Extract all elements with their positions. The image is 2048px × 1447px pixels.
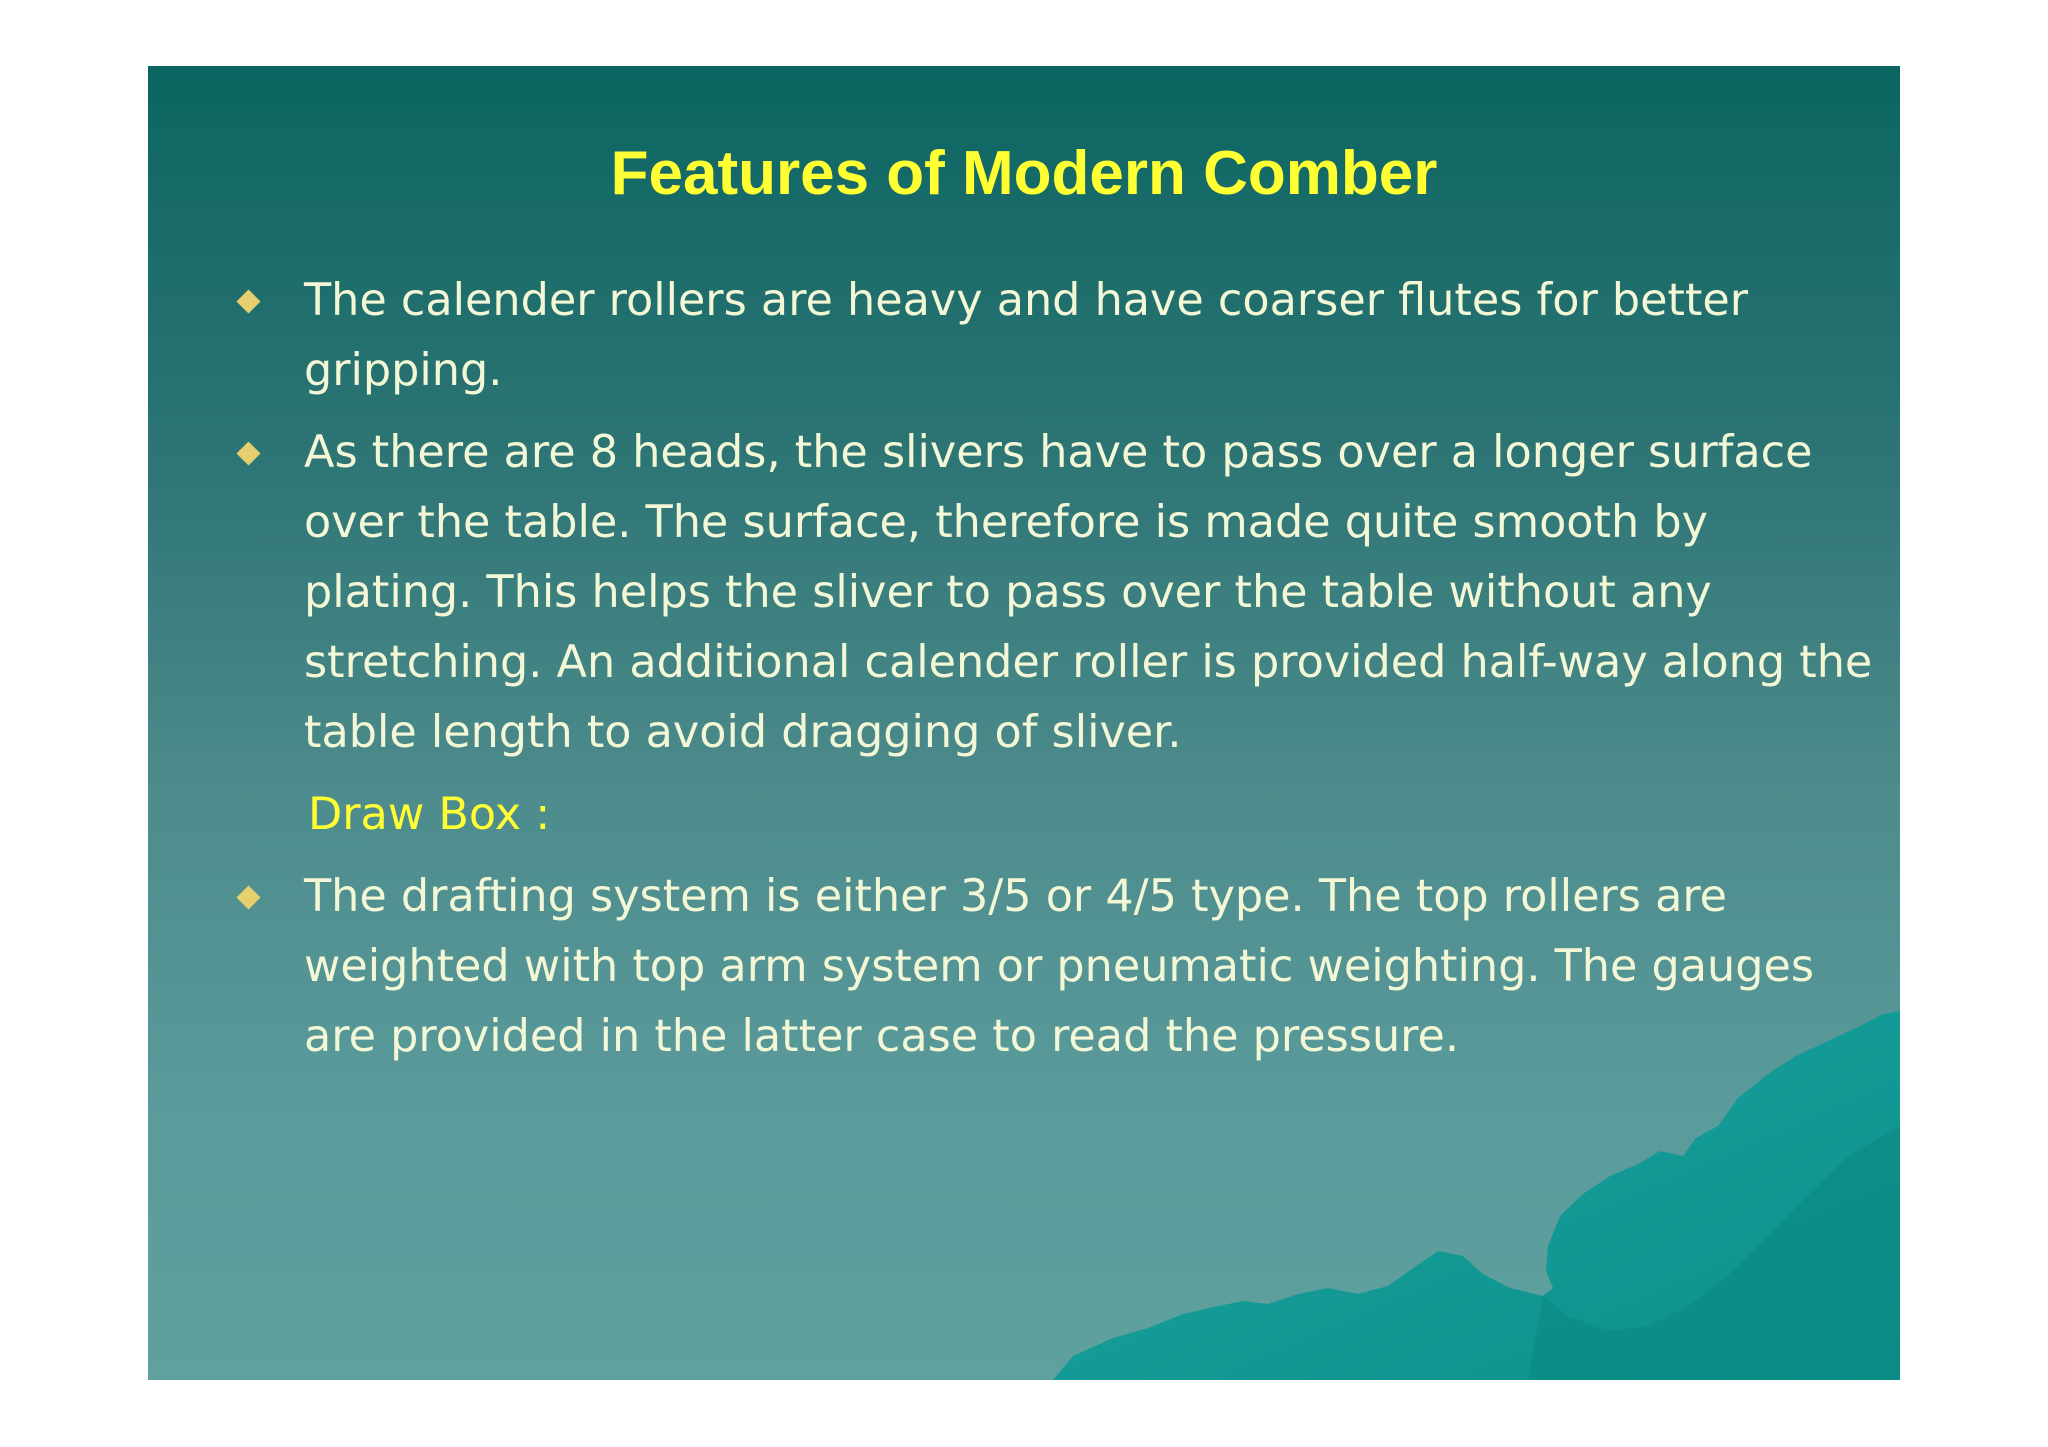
diamond-bullet-icon <box>236 289 260 313</box>
bullet-text: The calender rollers are heavy and have coarser flutes for better gripping. <box>304 275 1749 396</box>
subheading: Draw Box : <box>308 789 551 840</box>
diamond-bullet-icon <box>236 885 260 909</box>
bullet-item <box>238 418 1878 768</box>
bullet-item <box>238 266 1878 406</box>
bullet-text: As there are 8 heads, the slivers have to pass over a longer surface over the table. The surface, therefore is made quite smooth by plating. This helps the sliver to pass over the table without any stretching. An additional calender roller is provided half-way along the table length to avoid dragging of sliver. <box>304 427 1873 758</box>
bullet-item <box>238 862 1878 1072</box>
slide-body <box>238 266 1878 1084</box>
slide-title: Features of Modern Comber <box>610 139 1438 208</box>
diamond-bullet-icon <box>236 441 260 465</box>
slide <box>148 66 1900 1380</box>
bullet-text: The drafting system is either 3/5 or 4/5 type. The top rollers are weighted with top arm system or pneumatic weighting. The gauges are provided in the latter case to read the pressure. <box>304 871 1815 1062</box>
